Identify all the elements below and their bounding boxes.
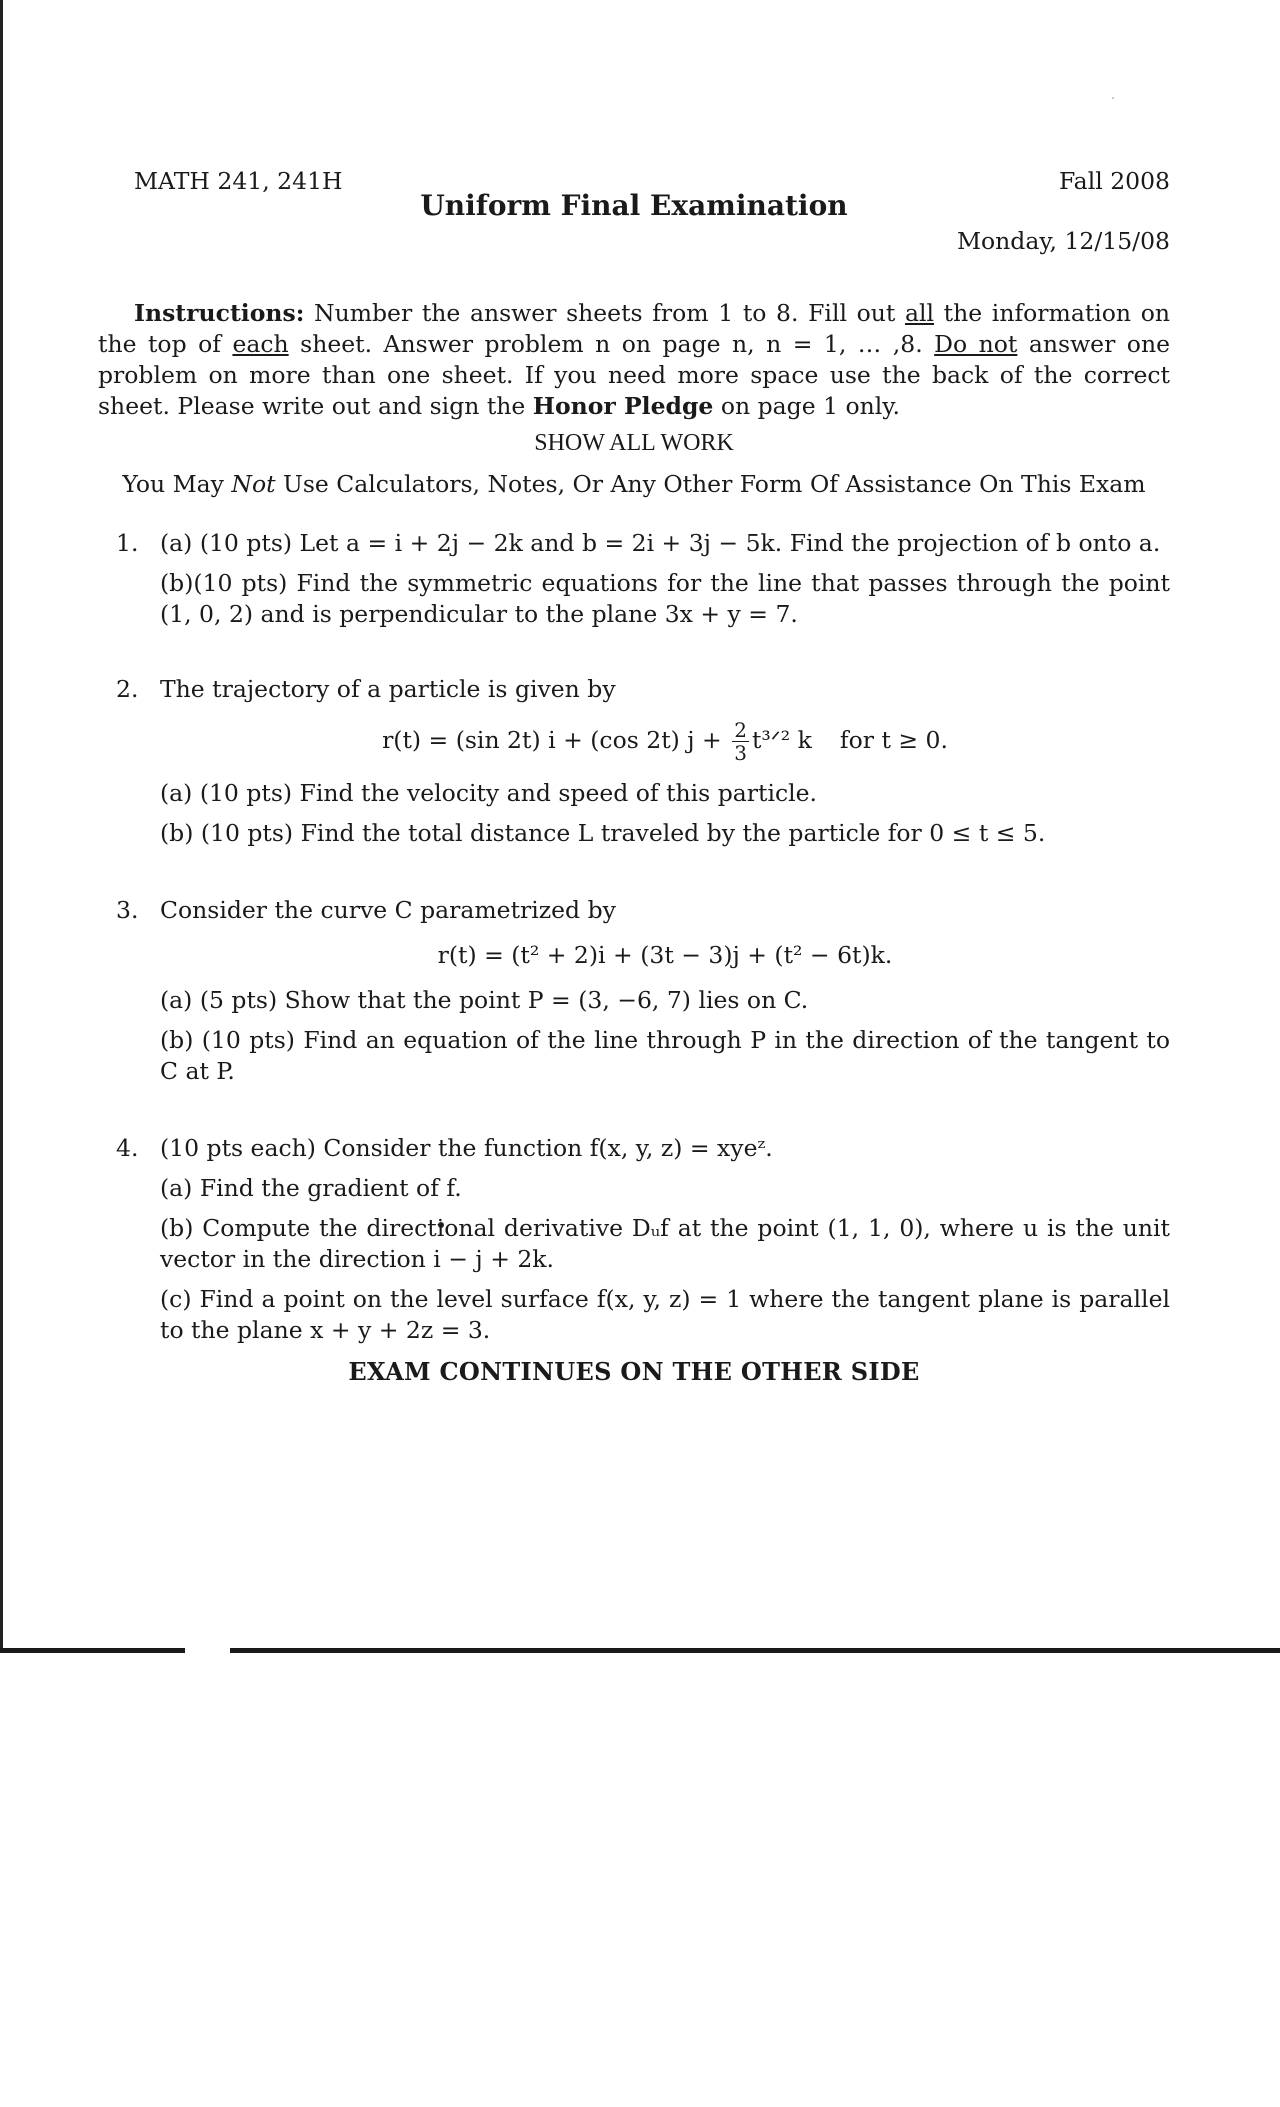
problem-2-intro: The trajectory of a particle is given by	[160, 675, 616, 703]
calculator-notice	[98, 469, 1170, 500]
problem-4-part-a: (a) Find the gradient of f.	[160, 1174, 462, 1202]
exam-continues-notice: EXAM CONTINUES ON THE OTHER SIDE	[348, 1357, 920, 1386]
problem-1-part-a: (a) (10 pts) Let a = i + 2j − 2k and b = 2i + 3j − 5k. Find the projection of b onto a.	[160, 529, 1161, 557]
exam-page	[98, 160, 1170, 1387]
show-all-work: SHOW ALL WORK	[534, 430, 734, 456]
exam-title: Uniform Final Examination	[420, 189, 848, 222]
course-code: MATH 241, 241H	[134, 167, 343, 195]
problem-number: 2.	[116, 675, 139, 703]
instructions-text: Number the answer sheets from 1 to 8. Fill out	[304, 299, 905, 327]
scan-bottom-rule	[0, 1648, 185, 1653]
problem-number: 4.	[116, 1134, 139, 1162]
instructions-text: the information on the top of	[98, 299, 1170, 358]
problem-3-intro: Consider the curve C parametrized by	[160, 896, 616, 924]
fraction-numerator: 2	[734, 718, 747, 742]
fraction	[732, 719, 749, 764]
instructions-all: all	[904, 299, 935, 327]
problem-1-part-b: (b)(10 pts) Find the symmetric equations for the line that passes through the point (1, 0, 2) and is perpendicular to the plane 3x + y = 7.	[160, 569, 1170, 628]
problem-2	[98, 674, 1170, 849]
problem-3-part-a: (a) (5 pts) Show that the point P = (3, −6, 7) lies on C.	[160, 986, 809, 1014]
instructions-label: Instructions:	[134, 299, 305, 327]
fraction-denominator: 3	[734, 741, 747, 765]
problem-3-equation: r(t) = (t² + 2)i + (3t − 3)j + (t² − 6t)k.	[437, 941, 893, 969]
problem-4-part-c: (c) Find a point on the level surface f(x, y, z) = 1 where the tangent plane is parallel to the plane x + y + 2z = 3.	[160, 1285, 1170, 1344]
problem-4-intro: (10 pts each) Consider the function f(x, y, z) = xyeᶻ.	[160, 1134, 773, 1162]
problem-1	[98, 528, 1170, 630]
instructions-each: each	[232, 330, 289, 358]
scan-left-edge	[0, 0, 3, 1652]
problem-2-part-a: (a) (10 pts) Find the velocity and speed of this particle.	[160, 779, 818, 807]
exam-date: Monday, 12/15/08	[956, 227, 1170, 255]
calculator-notice-not: Not	[231, 470, 276, 498]
exam-header	[98, 160, 1170, 255]
calculator-notice-text: Use Calculators, Notes, Or Any Other Form Of Assistance On This Exam	[275, 470, 1146, 498]
problem-4	[98, 1133, 1170, 1346]
problem-4-part-b: (b) Compute the directional derivative Dᵤf at the point (1, 1, 0), where u is the unit vector in the direction i − j + 2k.	[160, 1214, 1170, 1273]
problem-2-part-b: (b) (10 pts) Find the total distance L traveled by the particle for 0 ≤ t ≤ 5.	[160, 819, 1046, 847]
problem-number: 3.	[116, 896, 139, 924]
problem-2-equation	[160, 719, 1170, 764]
calculator-notice-text: You May	[122, 470, 232, 498]
instructions-text: on page 1 only.	[713, 392, 900, 420]
instructions-text: answer one problem on more than one sheet. If you need more space use the back of the correct sheet. Please write out and sign the	[98, 330, 1170, 420]
instructions-text: sheet. Answer problem n on page n, n = 1, … ,8.	[288, 330, 935, 358]
scan-bottom-rule	[230, 1648, 1280, 1653]
equation-domain: for t ≥ 0.	[839, 726, 948, 754]
term: Fall 2008	[1058, 167, 1170, 195]
problem-number: 1.	[116, 529, 139, 557]
instructions	[98, 298, 1170, 422]
instructions-do-not: Do not	[934, 330, 1018, 358]
honor-pledge: Honor Pledge	[532, 392, 714, 420]
equation-rhs: t³ᐟ² k	[751, 726, 812, 754]
scan-speck	[1112, 97, 1114, 99]
equation-lhs: r(t) = (sin 2t) i + (cos 2t) j +	[382, 726, 730, 754]
problem-3	[98, 895, 1170, 1087]
problem-3-part-b: (b) (10 pts) Find an equation of the line through P in the direction of the tangent to C at P.	[160, 1026, 1170, 1085]
